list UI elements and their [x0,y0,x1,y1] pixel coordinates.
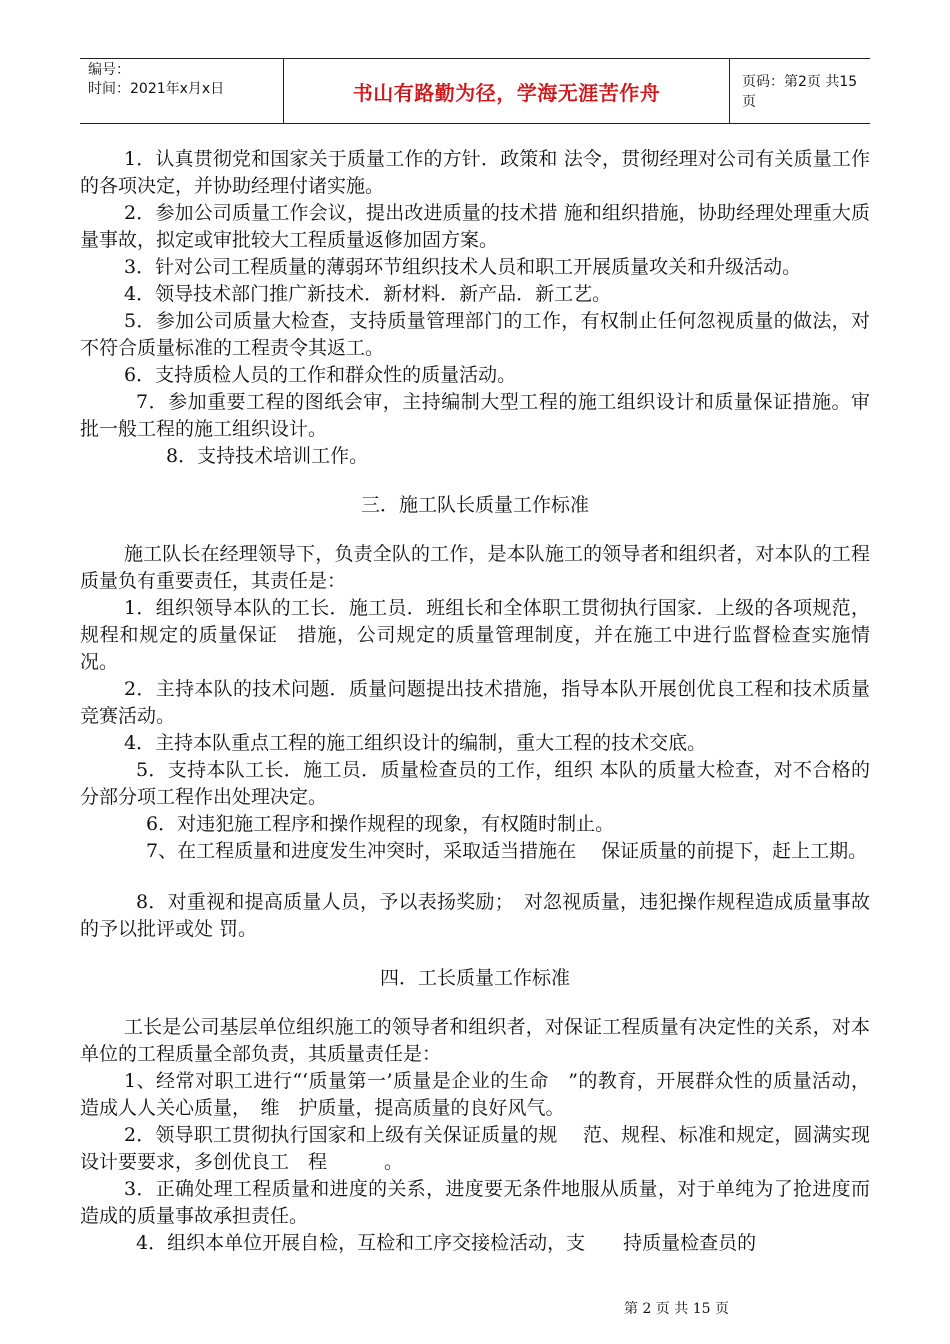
paragraph: 4．组织本单位开展自检，互检和工序交接检活动，支 持质量检查员的 [136,1232,757,1254]
paragraph: 6．支持质检人员的工作和群众性的质量活动。 [124,364,517,386]
paragraph: 1．组织领导本队的工长．施工员．班组长和全体职工贯彻执行国家．上级的各项规范，规程和规定的质量保证 措施，公司规定的质量管理制度，并在施工中进行监督检查实施情况。 [80,597,870,673]
header-motto: 书山有路勤为径，学海无涯苦作舟 [284,59,730,123]
paragraph: 6．对违犯施工程序和操作规程的现象，有权随时制止。 [146,813,615,835]
paragraph: 4．主持本队重点工程的施工组织设计的编制，重大工程的技术交底。 [124,732,707,754]
document-body [80,146,870,1257]
paragraph: 2．领导职工贯彻执行国家和上级有关保证质量的规 范、规程、标准和规定，圆满实现设计要要求，多创优良工 程 。 [80,1124,870,1173]
section-heading: 四．工长质量工作标准 [379,967,570,989]
paragraph: 7．参加重要工程的图纸会审，主持编制大型工程的施工组织设计和质量保证措施。审批一般工程的施工组织设计。 [80,391,870,440]
paragraph: 2．主持本队的技术问题．质量问题提出技术措施，指导本队开展创优良工程和技术质量竞赛活动。 [80,678,870,727]
paragraph: 1、经常对职工进行“‘质量第一’质量是企业的生命 ”的教育，开展群众性的质量活动，造成人人关心质量， 维 护质量，提高质量的良好风气。 [80,1070,870,1119]
page-header [80,58,870,124]
paragraph: 7、在工程质量和进度发生冲突时，采取适当措施在 保证质量的前提下，赶上工期。 [146,840,868,862]
paragraph: 8．支持技术培训工作。 [166,445,369,467]
paragraph: 3．正确处理工程质量和进度的关系，进度要无条件地服从质量，对于单纯为了抢进度而造成的质量事故承担责任。 [80,1178,870,1227]
section-heading: 三．施工队长质量工作标准 [360,494,589,516]
paragraph: 8．对重视和提高质量人员，予以表扬奖励； 对忽视质量，违犯操作规程造成质量事故的予以批评或处 罚。 [80,891,870,940]
paragraph: 5．参加公司质量大检查，支持质量管理部门的工作，有权制止任何忽视质量的做法，对不符合质量标准的工程责令其返工。 [80,310,870,359]
header-page-info: 页码：第2页 共15页 [742,74,858,110]
paragraph: 2．参加公司质量工作会议，提出改进质量的技术措 施和组织措施，协助经理处理重大质量事故，拟定或审批较大工程质量返修加固方案。 [80,202,870,251]
paragraph: 5．支持本队工长．施工员．质量检查员的工作，组织 本队的质量大检查，对不合格的分部分项工程作出处理决定。 [80,759,870,808]
paragraph: 1．认真贯彻党和国家关于质量工作的方针．政策和 法令，贯彻经理对公司有关质量工作的各项决定，并协助经理付诸实施。 [80,148,870,197]
paragraph: 工长是公司基层单位组织施工的领导者和组织者，对保证工程质量有决定性的关系，对本单位的工程质量全部负责，其质量责任是： [80,1016,870,1065]
document-number-label: 编号： [88,62,130,78]
paragraph: 4．领导技术部门推广新技术．新材料．新产品．新工艺。 [124,283,612,305]
paragraph: 3．针对公司工程质量的薄弱环节组织技术人员和职工开展质量攻关和升级活动。 [124,256,802,278]
paragraph: 施工队长在经理领导下，负责全队的工作，是本队施工的领导者和组织者，对本队的工程质量负有重要责任，其责任是： [80,543,870,592]
document-time: 时间：2021年x月x日 [88,81,225,97]
header-meta [80,59,284,123]
page-footer: 第 2 页 共 15 页 [624,1301,729,1317]
